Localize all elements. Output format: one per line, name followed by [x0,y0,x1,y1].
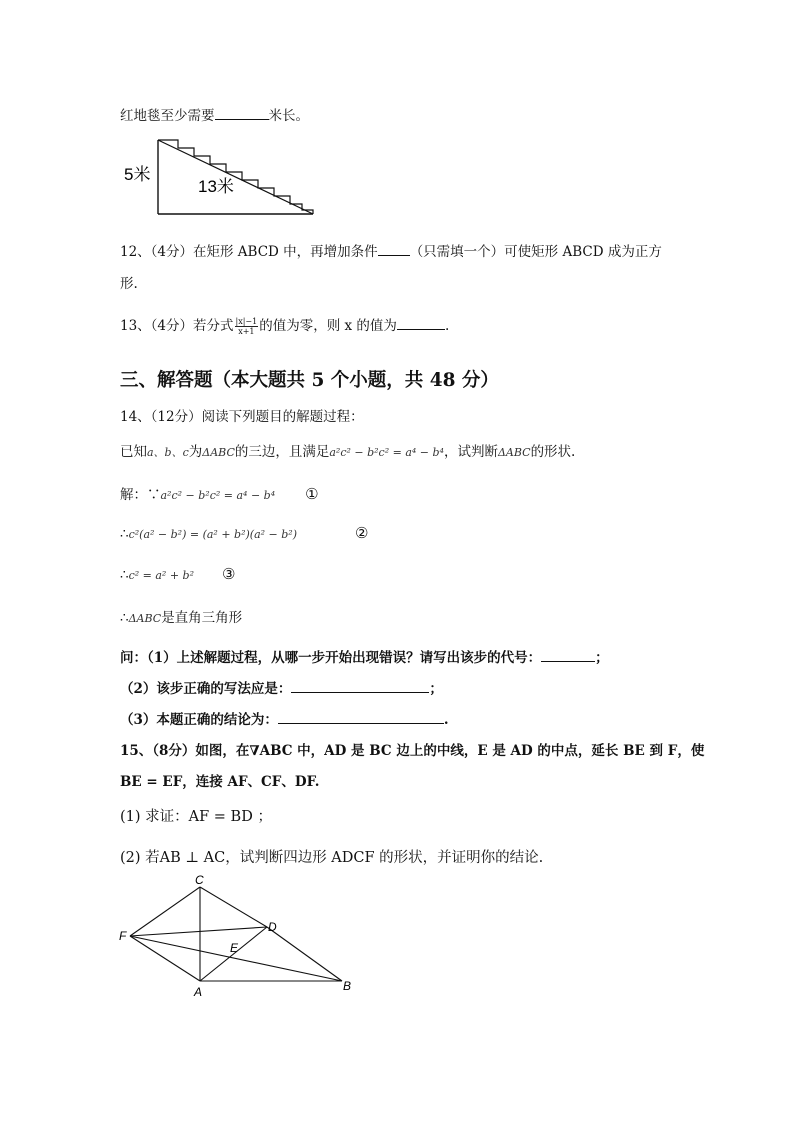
label-f: F [119,929,127,943]
q14-step1-mark: ① [305,485,319,503]
section3-title: 三、解答题（本大题共 5 个小题，共 48 分） [120,370,499,391]
q14-given-prefix: 已知 [120,444,147,460]
q14-ask1-blank[interactable] [541,649,595,662]
q14-given-tail: 的形状. [530,444,576,460]
stairs-height-label: 5米 [124,165,151,184]
q13-prefix: 13、（4分）若分式 [120,318,234,334]
q14-ask2-end: ； [429,681,443,697]
stairs-figure [118,135,323,220]
label-b: B [343,979,352,993]
q11-line [120,104,309,124]
q14-triangle: ΔABC [202,446,235,459]
q15-line1: 15、（8分）如图，在∇ABC 中，AD 是 BC 边上的中线，E 是 AD 的中点，延长 BE 到 F，使 [120,743,705,759]
q14-given [120,440,575,460]
q14-step2 [120,524,368,542]
q14-ask3-blank[interactable] [278,711,444,724]
q14-therefore-3: ∴ [120,610,129,626]
q14-ask3-text: （3）本题正确的结论为： [120,712,278,728]
q14-therefore-2: ∴ [120,567,129,583]
q14-intro: 14、（12分）阅读下列题目的解题过程： [120,409,364,425]
q14-triangle-2: ΔABC [497,446,531,459]
q13-denominator: x+1 [238,327,255,336]
q14-ask2-text: （2）该步正确的写法应是： [120,681,292,697]
q15-line2: BE = EF，连接 AF、CF、DF. [120,774,320,790]
q12-text-after: （只需填一个）可使矩形 ABCD 成为正方 [409,244,662,260]
q12-text: 12、（4分）在矩形 ABCD 中，再增加条件 [120,244,378,260]
q13-fraction [235,317,259,336]
label-a: A [194,985,203,999]
q15-part2: (2) 若AB ⊥ AC，试判断四边形 ADCF 的形状，并证明你的结论. [120,850,544,866]
q14-ask3 [120,708,449,728]
q14-given-eq: a²c² − b²c² = a⁴ − b⁴ [329,446,444,459]
q13-end: . [444,318,450,334]
q14-ask3-end: . [443,712,449,728]
q15-part1: (1) 求证：AF = BD ； [120,809,272,825]
q14-given-mid2: 的三边，且满足 [234,444,330,460]
q14-ask1-text: 问：（1）上述解题过程，从哪一步开始出现错误？请写出该步的代号： [120,650,542,666]
q14-step1-eq: a²c² − b²c² = a⁴ − b⁴ [160,489,276,502]
q14-conclusion-triangle: ΔABC [128,612,162,625]
q14-step3 [120,565,235,583]
q14-conclusion-tail: 是直角三角形 [161,610,243,626]
q14-ask2-blank[interactable] [291,680,429,693]
label-c: C [195,873,204,887]
q14-ask1-end: ； [595,650,609,666]
q14-step2-eq: c²(a² − b²) = (a² + b²)(a² − b²) [128,528,298,541]
q12-line2: 形. [120,276,138,292]
q13-line [120,314,449,336]
q11-text: 红地毯至少需要 [120,108,215,124]
label-d: D [268,920,277,934]
q14-step2-mark: ② [355,524,369,542]
q14-therefore-1: ∴ [120,526,129,542]
q13-suffix: 的值为零，则 x 的值为 [259,318,397,334]
q12-answer-blank[interactable] [378,243,410,256]
label-e: E [230,941,239,955]
q14-given-end: ，试判断 [443,444,498,460]
stairs-slope-label: 13米 [198,177,234,196]
q14-given-vars: a、b、c [147,446,189,459]
q14-step1 [120,483,319,503]
q14-sol-label: 解：∵ [120,487,161,503]
q13-answer-blank[interactable] [397,317,445,330]
q14-conclusion [120,606,242,626]
q12-line1 [120,240,662,260]
q14-ask2 [120,677,443,697]
q14-step3-eq: c² = a² + b² [128,569,195,582]
q14-step3-mark: ③ [222,565,236,583]
q13-numerator: |x|−1 [235,317,258,326]
q14-given-mid: 为 [188,444,203,460]
q14-ask1 [120,646,609,666]
q11-answer-blank[interactable] [215,107,269,120]
geometry-figure [110,870,360,1000]
q11-text-after: 米长。 [268,108,309,124]
